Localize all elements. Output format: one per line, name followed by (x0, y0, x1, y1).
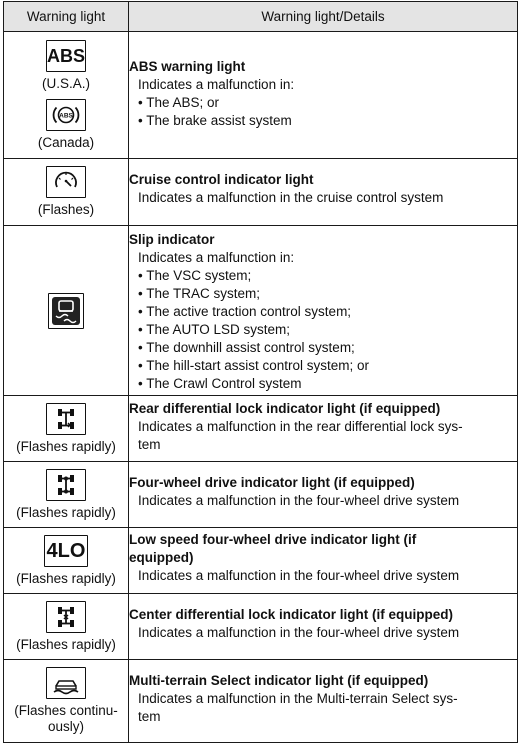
row-description: Indicates a malfunction in: (138, 77, 295, 92)
icon-caption: (U.S.A.) (41, 75, 90, 91)
table-row (4, 594, 518, 660)
row-description: Indicates a malfunction in: (138, 250, 295, 265)
center-diff-lock-icon (46, 601, 86, 633)
detail-cell (129, 32, 518, 159)
header-warning-light-details: Warning light/Details (129, 2, 518, 32)
table-header-row (4, 2, 518, 32)
four-wheel-drive-icon (46, 469, 86, 501)
abs-text-icon: ABS (46, 40, 86, 72)
icon-caption-line: (Flashes continu- (14, 703, 118, 718)
row-description: Indicates a malfunction in the four-wheel drive system (138, 625, 460, 640)
bullet-item: • The VSC system; (129, 267, 517, 285)
icon-cell (4, 396, 129, 462)
bullet-item: • The ABS; or (129, 94, 517, 112)
detail-cell (129, 594, 518, 660)
table-row (4, 396, 518, 462)
row-title-line: Low speed four-wheel drive indicator light (if (129, 532, 417, 547)
row-title: Rear differential lock indicator light (if equipped) (129, 401, 441, 416)
row-title-line: equipped) (129, 550, 194, 565)
row-description: Indicates a malfunction in the four-wheel drive system (138, 568, 460, 583)
icon-caption: (Flashes rapidly) (16, 504, 116, 520)
bullet-item: • The Crawl Control system (129, 375, 517, 393)
row-description-line: tem (138, 437, 161, 452)
icon-cell (4, 226, 129, 396)
cruise-control-icon (46, 166, 86, 198)
icon-cell (4, 32, 129, 159)
slip-indicator-icon (48, 293, 84, 329)
table-row (4, 528, 518, 594)
icon-cell (4, 594, 129, 660)
detail-cell (129, 396, 518, 462)
abs-circle-icon (46, 99, 86, 131)
row-title: Cruise control indicator light (129, 172, 314, 187)
bullet-item: • The hill-start assist control system; or (129, 357, 517, 375)
row-title: Four-wheel drive indicator light (if equipped) (129, 475, 415, 490)
detail-cell (129, 226, 518, 396)
header-warning-light: Warning light (4, 2, 129, 32)
table-row (4, 159, 518, 226)
bullet-item: • The TRAC system; (129, 285, 517, 303)
bullet-item: • The AUTO LSD system; (129, 321, 517, 339)
4lo-icon: 4LO (44, 535, 88, 567)
row-description-line: Indicates a malfunction in the rear differential lock sys- (138, 419, 463, 434)
row-description-line: Indicates a malfunction in the Multi-terrain Select sys- (138, 691, 458, 706)
icon-caption-line: ously) (47, 719, 84, 734)
table-row (4, 32, 518, 159)
warning-light-table (3, 1, 518, 743)
row-title: Slip indicator (129, 232, 215, 247)
bullet-item: • The active traction control system; (129, 303, 517, 321)
icon-caption: (Flashes rapidly) (16, 636, 116, 652)
row-description-line: tem (138, 709, 161, 724)
detail-cell (129, 528, 518, 594)
detail-cell (129, 660, 518, 743)
row-description: Indicates a malfunction in the cruise control system (138, 190, 444, 205)
detail-cell (129, 462, 518, 528)
row-description: Indicates a malfunction in the four-wheel drive system (138, 493, 460, 508)
icon-cell (4, 660, 129, 743)
icon-caption: (Flashes) (37, 202, 95, 217)
table-row (4, 462, 518, 528)
rear-diff-lock-icon (46, 403, 86, 435)
multi-terrain-select-icon (46, 667, 86, 699)
table-row (4, 226, 518, 396)
icon-caption: (Flashes rapidly) (16, 570, 116, 586)
row-title: ABS warning light (129, 59, 246, 74)
icon-cell (4, 462, 129, 528)
detail-cell (129, 159, 518, 226)
icon-caption: (Flashes rapidly) (16, 438, 116, 454)
icon-cell (4, 159, 129, 226)
icon-cell (4, 528, 129, 594)
bullet-item: • The downhill assist control system; (129, 339, 517, 357)
svg-text:ABS: ABS (59, 112, 73, 119)
row-title: Center differential lock indicator light (if equipped) (129, 607, 454, 622)
row-title: Multi-terrain Select indicator light (if equipped) (129, 673, 429, 688)
table-row (4, 660, 518, 743)
icon-caption: (Canada) (37, 134, 95, 150)
bullet-item: • The brake assist system (129, 112, 517, 130)
